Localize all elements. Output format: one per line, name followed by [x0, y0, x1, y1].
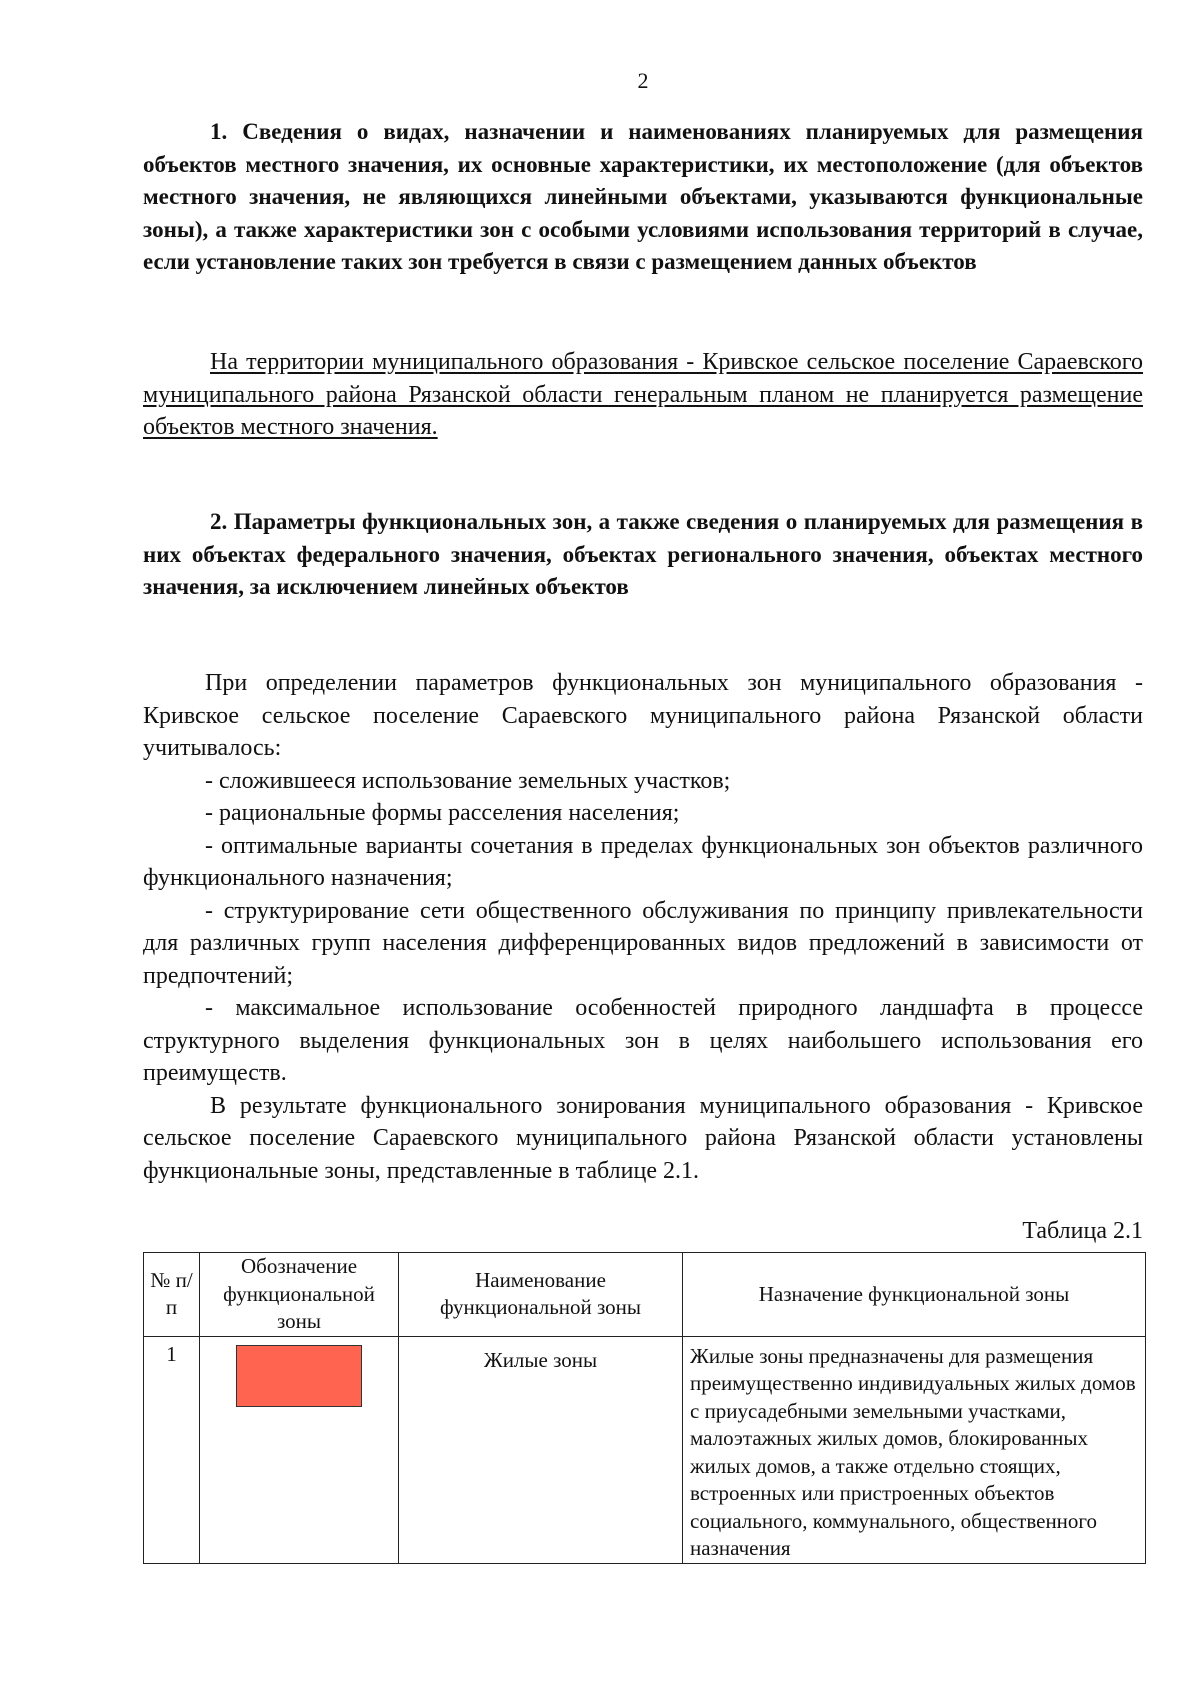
section2-heading: 2. Параметры функциональных зон, а также сведения о планируемых для размещения в них объектах федерального значения, объектах регионального значения, объектах местного значения, за исключением линейных объектов — [143, 509, 1143, 599]
list-item: - структурирование сети общественного обслуживания по принципу привлекательности для различных групп населения дифференцированных видов предложений в зависимости от предпочтений; — [143, 897, 1143, 989]
list-item: - максимальное использование особенностей природного ландшафта в процессе структурного выделения функциональных зон в целях наибольшего использования его преимуществ. — [143, 995, 1143, 1086]
row-purpose: Жилые зоны предназначены для размещения преимущественно индивидуальных жилых домов с приусадебными земельными участками, малоэтажных жилых домов, блокированных жилых домов, а также отдельно стоящих, встроенных или пристроенных объектов социального, коммунального, общественного назначения — [683, 1336, 1146, 1563]
table-row — [144, 1336, 1146, 1563]
row-designation — [200, 1336, 399, 1563]
table-header-row — [144, 1253, 1146, 1337]
section2-body — [143, 667, 1143, 1187]
functional-zones-table — [143, 1252, 1146, 1564]
section2-intro: При определении параметров функциональных зон муниципального образования - Кривское сельское поселение Сараевского муниципального района Рязанской области учитывалось: — [143, 670, 1143, 761]
table-caption: Таблица 2.1 — [1022, 1218, 1143, 1244]
section2-result: В результате функционального зонирования муниципального образования - Кривское сельское поселение Сараевского муниципального района Рязанской области установлены функциональные зоны, представленные в таблице 2.1. — [143, 1092, 1143, 1184]
list-item: - рациональные формы расселения населения; — [205, 800, 680, 826]
list-item: - сложившееся использование земельных участков; — [205, 767, 731, 794]
header-name: Наименование функциональной зоны — [399, 1253, 683, 1337]
row-name: Жилые зоны — [399, 1336, 683, 1563]
list-item: - оптимальные варианты сочетания в пределах функциональных зон объектов различного функционального назначения; — [143, 832, 1143, 891]
section1-heading: 1. Сведения о видах, назначении и наименованиях планируемых для размещения объектов местного значения, их основные характеристики, их местоположение (для объектов местного значения, не являющихся линейными объектами, указываются функциональные зоны), а также характеристики зон с особыми условиями использования территорий в случае, если установление таких зон требуется в связи с размещением данных объектов — [143, 119, 1143, 274]
zone-color-swatch — [236, 1345, 362, 1407]
header-designation: Обозначение функциональной зоны — [200, 1253, 399, 1337]
section1-paragraph: На территории муниципального образования - Кривское сельское поселение Сараевского муниципального района Рязанской области генеральным планом не планируется размещение объектов местного значения. — [143, 349, 1143, 440]
header-purpose: Назначение функциональной зоны — [683, 1253, 1146, 1337]
page-number: 2 — [637, 68, 649, 93]
header-num: № п/п — [144, 1253, 200, 1337]
row-num: 1 — [144, 1336, 200, 1563]
